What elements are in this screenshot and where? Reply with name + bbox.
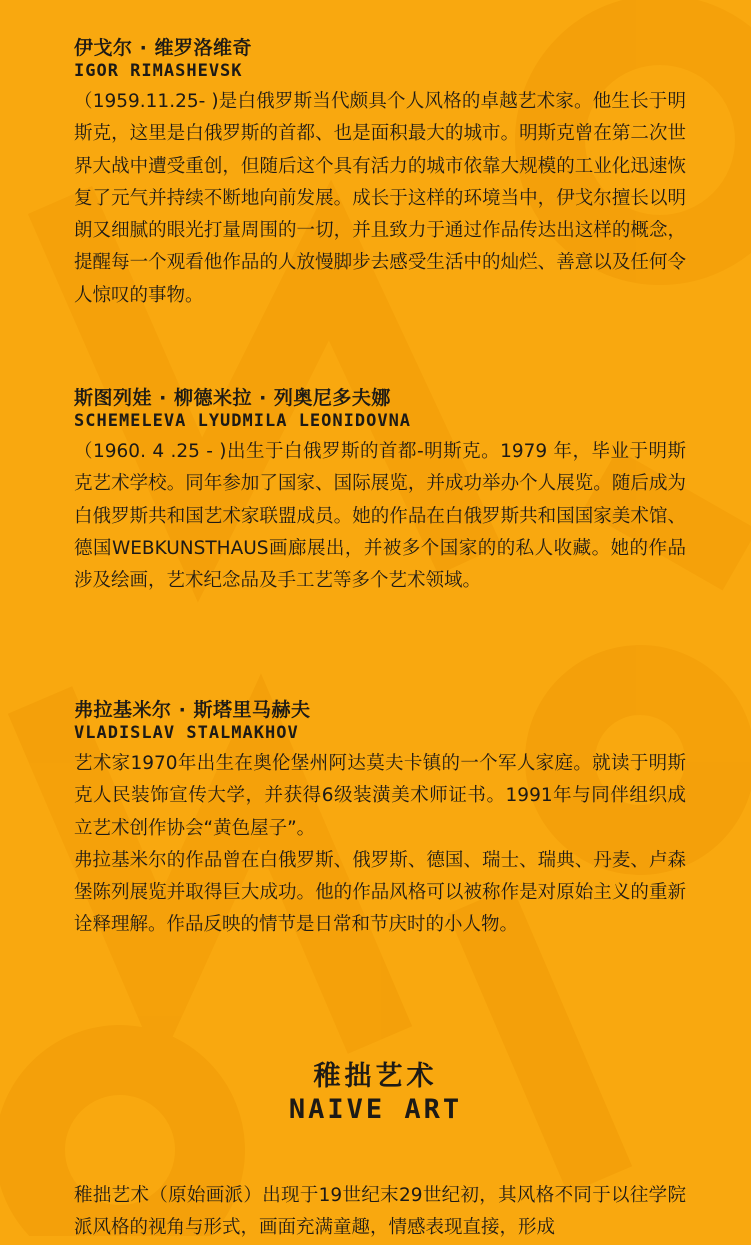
artist-bio: （1960. 4 .25 - )出生于白俄罗斯的首都-明斯克。1979 年，毕业于明斯克艺术学校。同年参加了国家、国际展览，并成功举办个人展览。随后成为白俄罗斯共和国艺术家联盟成员。她的作品在白俄罗斯共和国国家美术馆、德国WEBKUNSTHAUS画廊展出，并被多个国家的的私人收藏。她的作品涉及绘画，艺术纪念品及手工艺等多个艺术领域。 xyxy=(74,441,686,592)
section-title-zh: 稚拙艺术 xyxy=(313,1061,438,1092)
section-intro-text: 稚拙艺术（原始画派）出现于19世纪末29世纪初，其风格不同于以往学院派风格的视角与形式，画面充满童趣，情感表现直接，形成 xyxy=(74,1185,686,1239)
artist-bio-continued: 弗拉基米尔的作品曾在白俄罗斯、俄罗斯、德国、瑞士、瑞典、丹麦、卢森堡陈列展览并取得巨大成功。他的作品风格可以被称作是对原始主义的重新诠释理解。作品反映的情节是日常和节庆时的小人物。 xyxy=(74,849,686,936)
artist-igor xyxy=(74,36,686,386)
artist-name-zh: 弗拉基米尔 · 斯塔里马赫夫 xyxy=(74,699,311,721)
artist-name-en: VLADISLAV STALMAKHOV xyxy=(74,723,299,743)
artist-name-en: SCHEMELEVA LYUDMILA LEONIDOVNA xyxy=(74,411,412,431)
artist-bio: 艺术家1970年出生在奥伦堡州阿达莫夫卡镇的一个军人家庭。就读于明斯克人民装饰宣传大学，并获得6级装潢美术师证书。1991年与同伴组织成立艺术创作协会“黄色屋子”。 xyxy=(74,753,686,839)
artist-bio: （1959.11.25- )是白俄罗斯当代颇具个人风格的卓越艺术家。他生长于明斯克，这里是白俄罗斯的首都、也是面积最大的城市。明斯克曾在第二次世界大战中遭受重创，但随后这个具有活力的城市依靠大规模的工业化迅速恢复了元气并持续不断地向前发展。成长于这样的环境当中，伊戈尔擅长以明朗又细腻的眼光打量周围的一切，并且致力于通过作品传达出这样的概念，提醒每一个观看他作品的人放慢脚步去感受生活中的灿烂、善意以及任何令人惊叹的事物。 xyxy=(74,91,686,306)
artist-list xyxy=(74,36,686,942)
artist-name-en: IGOR RIMASHEVSK xyxy=(74,61,243,81)
section-intro xyxy=(74,1180,686,1245)
artist-schemeleva xyxy=(74,386,686,698)
artist-name-zh: 伊戈尔 · 维罗洛维奇 xyxy=(74,37,252,59)
artist-name-zh: 斯图列娃 · 柳德米拉 · 列奥尼多夫娜 xyxy=(74,387,391,409)
section-heading xyxy=(0,1060,751,1126)
section-title-en: NAIVE ART xyxy=(288,1094,463,1125)
artist-vladislav xyxy=(74,698,686,942)
